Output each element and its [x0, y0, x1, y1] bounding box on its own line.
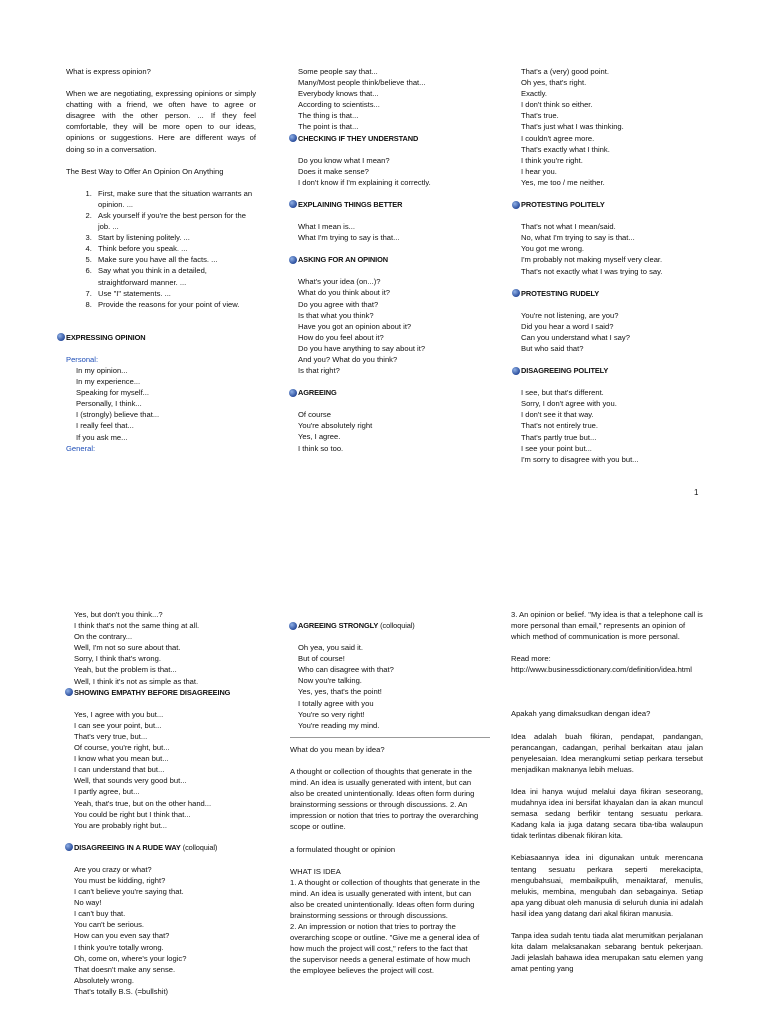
list-item: You must be kidding, right?: [74, 875, 166, 885]
list-item: You got me wrong.: [521, 244, 585, 254]
list-item: Yes, me too / me neither.: [521, 177, 605, 187]
list-item: That doesn't make any sense.: [74, 964, 176, 974]
read-more-link[interactable]: http://www.businessdictionary.com/definition/idea.html: [511, 665, 692, 675]
page1-column-3: [521, 66, 711, 465]
personal-list: [66, 365, 256, 443]
malay-question: Apakah yang dimaksudkan dengan idea?: [511, 709, 651, 719]
disagreeing-politely-heading: [512, 365, 711, 376]
intro-paragraph: When we are negotiating, expressing opinions or simply chatting with a friend, we often have to agree or disagree with the other person. ... If they feel comfortable, they will be more open to our ideas, opinions or suggestions. Here are different ways of doing so in a conversation.: [66, 89, 256, 154]
list-item: The thing is that...: [298, 111, 359, 121]
list-item: 5. Make sure you have all the facts. ...: [94, 254, 256, 265]
list-item: That's just what I was thinking.: [521, 122, 624, 132]
list-item: How do you feel about it?: [298, 332, 384, 342]
explaining-heading: [289, 199, 488, 210]
list-item: I know what you mean but...: [74, 754, 169, 764]
list-item: 8. Provide the reasons for your point of view.: [94, 299, 256, 310]
list-item: No way!: [74, 898, 102, 908]
list-item: Do you have anything to say about it?: [298, 343, 426, 353]
list-item: 6. Say what you think in a detailed, straightforward manner. ...: [94, 265, 256, 287]
list-item: That's not entirely true.: [521, 421, 599, 431]
heading-label: PROTESTING POLITELY: [521, 200, 605, 210]
list-item: In my experience...: [76, 377, 141, 387]
page2-column-3: [511, 609, 703, 974]
heading-label: SHOWING EMPATHY BEFORE DISAGREEING: [74, 687, 231, 697]
what-is-idea-title: WHAT IS IDEA: [290, 866, 341, 876]
list-item: Speaking for myself...: [76, 388, 150, 398]
list-item: On the contrary...: [74, 632, 133, 642]
list-item: In my opinion...: [76, 365, 128, 375]
list-item: Does it make sense?: [298, 166, 369, 176]
list-item: I can't believe you're saying that.: [74, 887, 184, 897]
general-label: General:: [66, 443, 96, 453]
list-item: I'm probably not making myself very clear.: [521, 255, 663, 265]
heading-label: EXPLAINING THINGS BETTER: [298, 199, 403, 209]
asking-heading: [289, 254, 488, 265]
rude-disagree-heading: [65, 842, 269, 853]
list-item: Have you got an opinion about it?: [298, 321, 412, 331]
heading-label: EXPRESSING OPINION: [66, 332, 146, 342]
list-item: Of course, you're right, but...: [74, 743, 170, 753]
divider: [290, 737, 490, 738]
list-item: I hear you.: [521, 166, 557, 176]
page-number: 1: [694, 488, 699, 497]
agreeing-heading: [289, 387, 488, 398]
page1-column-1: [66, 66, 256, 454]
page2-column-1: [74, 609, 269, 997]
list-item: Absolutely wrong.: [74, 975, 134, 985]
list-item: You can't be serious.: [74, 920, 144, 930]
list-item: And you? What do you think?: [298, 354, 398, 364]
personal-label: Personal:: [66, 354, 99, 364]
empathy-heading: [65, 687, 269, 698]
bullet-icon: [289, 134, 297, 142]
list-item: Oh yea, you said it.: [298, 643, 364, 653]
list-item: According to scientists...: [298, 100, 380, 110]
bullet-icon: [289, 200, 297, 208]
list-item: Do you know what I mean?: [298, 155, 390, 165]
heading-label: PROTESTING RUDELY: [521, 288, 600, 298]
list-item: I don't see it that way.: [521, 410, 594, 420]
idea-definition-2: 2. An impression or notion that tries to portray the overarching scope or outline. "Give me a general idea of how much the project will cost," refers to the fact that the supervisor needs a general estimate of how much the employee believes the project will cost.: [290, 922, 480, 976]
list-item: I can't buy that.: [74, 909, 126, 919]
list-item: 1. First, make sure that the situation warrants an opinion. ...: [94, 188, 256, 210]
list-item: You're not listening, are you?: [521, 310, 619, 320]
list-item: I totally agree with you: [298, 698, 374, 708]
bullet-icon: [57, 333, 65, 341]
list-item: Many/Most people think/believe that...: [298, 78, 426, 88]
list-item: That's totally B.S. (=bullshit): [74, 986, 169, 996]
malay-paragraph: Kebiasaannya idea ini digunakan untuk merencana tentang sesuatu perkara seperti merekacipta, mengubahsuai, membaikpulih, menaiktaraf, menulis, melukis, membina, mengubah dan sebagainya. Setiap apa yang dibuat oleh manusia di seluruh dunia ini adalah hasil idea yang datang dari akal fikiran manusia.: [511, 853, 703, 918]
bullet-icon: [512, 367, 520, 375]
list-item: Is that what you think?: [298, 310, 374, 320]
protesting-politely-heading: [512, 199, 711, 210]
idea-paragraph: A thought or collection of thoughts that generate in the mind. An idea is usually generated with intent, but can also be created unintentionally. Ideas often form during brainstorming sessions or through discussions. 2. An impression or notion that tries to portray the overarching scope or outline.: [290, 766, 479, 832]
list-item: Well, I think it's not as simple as that.: [74, 676, 199, 686]
list-item: Personally, I think...: [76, 399, 142, 409]
bullet-icon: [289, 622, 297, 630]
bullet-icon: [289, 256, 297, 264]
list-item: I couldn't agree more.: [521, 133, 595, 143]
list-item: I don't know if I'm explaining it correctly.: [298, 177, 431, 187]
list-item: But who said that?: [521, 343, 584, 353]
list-item: Exactly.: [521, 89, 548, 99]
bullet-icon: [512, 201, 520, 209]
idea-section: [290, 744, 480, 977]
list-item: I think that's not the same thing at all.: [74, 621, 200, 631]
heading-note: (colloquial): [380, 621, 415, 630]
list-item: What's your idea (on...)?: [298, 277, 381, 287]
list-item: That's very true, but...: [74, 731, 148, 741]
list-item: If you ask me...: [76, 432, 128, 442]
idea-question: What do you mean by idea?: [290, 744, 385, 754]
heading-label: ASKING FOR AN OPINION: [298, 255, 389, 265]
heading-note: (colloquial): [182, 842, 218, 852]
expressing-opinion-heading: [57, 332, 256, 343]
read-more-label: Read more:: [511, 654, 551, 664]
idea-definition-1: 1. A thought or collection of thoughts that generate in the mind. An idea is usually generated with intent, but can also be created unintentionally. Ideas often form during brainstorming sessions or through discussions.: [290, 877, 480, 920]
list-item: Sorry, I don't agree with you.: [521, 399, 617, 409]
list-item: You're reading my mind.: [298, 720, 380, 730]
list-item: You are probably right but...: [74, 820, 168, 830]
list-item: Yes, I agree with you but...: [74, 709, 164, 719]
list-item: Well, I'm not so sure about that.: [74, 643, 181, 653]
formulated-line: a formulated thought or opinion: [290, 844, 396, 854]
list-item: Sorry, I think that's wrong.: [74, 654, 161, 664]
list-item: That's partly true but...: [521, 432, 597, 442]
bullet-icon: [65, 843, 73, 851]
list-item: 3. Start by listening politely. ...: [94, 232, 256, 243]
list-item: No, what I'm trying to say is that...: [521, 233, 635, 243]
list-item: Can you understand what I say?: [521, 332, 630, 342]
list-item: I can understand that but...: [74, 765, 165, 775]
list-item: Oh, come on, where's your logic?: [74, 953, 187, 963]
heading-label: DISAGREEING IN A RUDE WAY: [74, 842, 181, 852]
steps-list: [66, 188, 256, 310]
malay-paragraph: Idea ini hanya wujud melalui daya fikiran seseorang, mudahnya idea ini bersifat khayalan dan ia akan muncul semasa sedang berfikir tentang sesuatu perkara. Kadang kala ia juga datang secara tiba-tiba walaupun tidak terlintas dibenak fikiran kita.: [511, 786, 703, 841]
list-item: That's not exactly what I was trying to say.: [521, 266, 663, 276]
list-item: I can see your point, but...: [74, 720, 162, 730]
list-item: That's not what I mean/said.: [521, 222, 616, 232]
list-item: 4. Think before you speak. ...: [94, 243, 256, 254]
bullet-icon: [289, 389, 297, 397]
list-item: What do you think about it?: [298, 288, 391, 298]
checking-heading: [289, 133, 488, 144]
heading-label: AGREEING: [298, 388, 337, 398]
heading-label: AGREEING STRONGLY: [298, 621, 379, 630]
list-item: But of course!: [298, 654, 345, 664]
page2-column-2: [290, 620, 480, 977]
malay-paragraph: Tanpa idea sudah tentu tiada alat merumitkan perjalanan kita dalam melaksanakan sebarang bentuk pekerjaan. Jadi jelaslah bahawa idea merupakan satu elemen yang amat penting yang: [511, 930, 703, 974]
bullet-icon: [65, 688, 73, 696]
list-item: What I'm trying to say is that...: [298, 233, 400, 243]
list-item: Yeah, but the problem is that...: [74, 665, 177, 675]
list-item: I (strongly) believe that...: [76, 410, 160, 420]
list-item: I really feel that...: [76, 421, 134, 431]
list-item: Well, that sounds very good but...: [74, 776, 187, 786]
list-item: How can you even say that?: [74, 931, 170, 941]
list-item: I don't think so either.: [521, 100, 593, 110]
list-item: Now you're talking.: [298, 676, 362, 686]
list-item: Yes, I agree.: [298, 432, 341, 442]
list-item: I see your point but...: [521, 443, 592, 453]
list-item: Who can disagree with that?: [298, 665, 394, 675]
list-item: 7. Use "I" statements. ...: [94, 288, 256, 299]
list-item: That's a (very) good point.: [521, 67, 609, 76]
list-item: I think you're totally wrong.: [74, 942, 164, 952]
list-item: You're absolutely right: [298, 421, 373, 431]
list-item: Some people say that...: [298, 67, 378, 76]
list-item: 2. Ask yourself if you're the best person for the job. ...: [94, 210, 256, 232]
idea-definition-3: 3. An opinion or belief. "My idea is that a telephone call is more personal than email," represents an opinion of which method of communication is more personal.: [511, 610, 703, 642]
list-item: Is that right?: [298, 366, 340, 376]
malay-paragraph: Idea adalah buah fikiran, pendapat, pandangan, perancangan, cadangan, perihal berkaitan atau jalan penyelesaian. Idea merangkumi setiap perkara tersebut menjadikan maknanya lebih meluas.: [511, 731, 703, 774]
list-item: Are you crazy or what?: [74, 864, 152, 874]
list-item: Did you hear a word I said?: [521, 321, 614, 331]
page1-column-2: [298, 66, 488, 454]
list-item: You're so very right!: [298, 709, 365, 719]
best-way-title: The Best Way to Offer An Opinion On Anything: [66, 166, 224, 176]
heading-label: DISAGREEING POLITELY: [521, 366, 609, 376]
list-item: I partly agree, but...: [74, 787, 140, 797]
agreeing-strongly-heading: [289, 620, 480, 631]
heading-label: CHECKING IF THEY UNDERSTAND: [298, 133, 419, 143]
list-item: Oh yes, that's right.: [521, 78, 587, 88]
list-item: Yeah, that's true, but on the other hand...: [74, 798, 212, 808]
list-item: Yes, but don't you think...?: [74, 610, 163, 619]
bullet-icon: [512, 289, 520, 297]
list-item: The point is that...: [298, 122, 359, 132]
list-item: What I mean is...: [298, 222, 355, 232]
list-item: I think you're right.: [521, 155, 583, 165]
list-item: You could be right but I think that...: [74, 809, 191, 819]
list-item: Do you agree with that?: [298, 299, 379, 309]
protesting-rudely-heading: [512, 288, 711, 299]
list-item: I see, but that's different.: [521, 388, 604, 398]
list-item: I'm sorry to disagree with you but...: [521, 454, 639, 464]
list-item: I think so too.: [298, 443, 344, 453]
list-item: That's true.: [521, 111, 559, 121]
list-item: Yes, yes, that's the point!: [298, 687, 382, 697]
list-item: Of course: [298, 410, 331, 420]
list-item: That's exactly what I think.: [521, 144, 610, 154]
list-item: Everybody knows that...: [298, 89, 379, 99]
section-title: What is express opinion?: [66, 67, 151, 76]
